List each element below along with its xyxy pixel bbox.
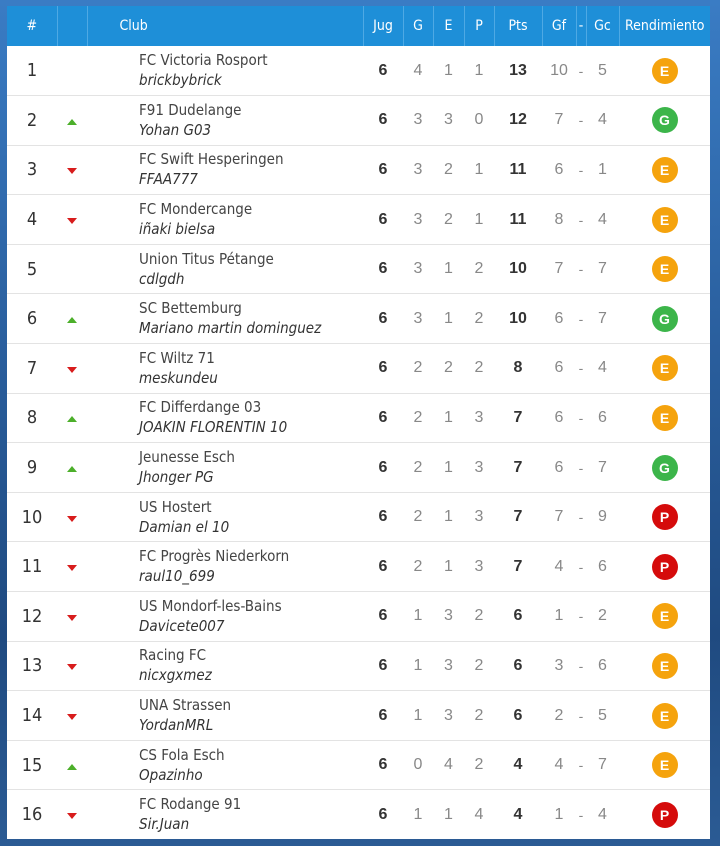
performance-cell [619, 344, 710, 394]
table-header [7, 6, 710, 46]
table-row[interactable] [7, 492, 710, 542]
losses-count: 2 [474, 756, 484, 774]
draws-count: 3 [444, 607, 453, 625]
performance-badge: E [652, 703, 678, 729]
goals-for: 3 [554, 656, 564, 674]
table-body [7, 46, 710, 839]
club-name[interactable]: Union Titus Pétange [139, 249, 274, 268]
trend-cell [57, 542, 87, 592]
losses-count: 3 [474, 508, 484, 526]
trend-cell [57, 96, 87, 146]
trend-up-icon [67, 317, 77, 323]
club-cell[interactable] [87, 691, 363, 741]
losses-count: 1 [474, 210, 484, 228]
played-count: 6 [378, 706, 388, 724]
goals-for: 7 [554, 508, 564, 526]
points: 11 [509, 160, 527, 178]
trend-cell [57, 344, 87, 394]
wins-count: 3 [413, 160, 423, 178]
trend-cell [57, 244, 87, 294]
wins-count: 4 [413, 61, 423, 79]
goals-against: 6 [598, 656, 607, 674]
goals-for: 8 [554, 210, 564, 228]
club-cell[interactable] [87, 344, 363, 394]
manager-name[interactable]: iñaki bielsa [139, 220, 216, 239]
trend-up-icon [67, 466, 77, 472]
performance-cell [619, 195, 710, 245]
position: 6 [26, 308, 38, 330]
goals-separator: - [578, 657, 584, 674]
goals-separator: - [578, 62, 584, 79]
manager-name[interactable]: Davicete007 [139, 616, 225, 635]
club-cell[interactable] [87, 195, 363, 245]
position: 11 [21, 556, 43, 578]
performance-badge: E [652, 256, 678, 282]
trend-cell [57, 393, 87, 443]
table-row[interactable] [7, 790, 710, 839]
goals-separator: - [578, 161, 584, 178]
header-gf[interactable]: Gf [542, 6, 576, 46]
performance-cell [619, 96, 710, 146]
standings-panel [7, 6, 710, 839]
losses-count: 1 [474, 61, 484, 79]
goals-against: 2 [598, 607, 607, 625]
club-cell[interactable] [87, 592, 363, 642]
goals-separator: - [578, 509, 584, 526]
header-g[interactable]: G [403, 6, 433, 46]
position: 3 [26, 159, 38, 181]
goals-against: 4 [598, 805, 607, 823]
performance-cell [619, 542, 710, 592]
position: 15 [21, 754, 43, 776]
club-cell[interactable] [87, 492, 363, 542]
points: 6 [513, 706, 523, 724]
wins-count: 3 [413, 210, 423, 228]
points: 12 [509, 111, 527, 129]
losses-count: 2 [474, 706, 484, 724]
performance-cell [619, 443, 710, 493]
performance-cell [619, 740, 710, 790]
draws-count: 1 [444, 458, 453, 476]
club-name[interactable]: Jeunesse Esch [139, 448, 235, 467]
losses-count: 0 [474, 111, 484, 129]
performance-badge: E [652, 752, 678, 778]
wins-count: 1 [413, 656, 423, 674]
goals-against: 9 [598, 508, 607, 526]
goals-against: 4 [598, 210, 607, 228]
draws-count: 1 [444, 61, 453, 79]
trend-cell [57, 145, 87, 195]
trend-cell [57, 46, 87, 96]
performance-badge: E [652, 207, 678, 233]
draws-count: 1 [444, 408, 453, 426]
points: 6 [513, 656, 523, 674]
club-cell[interactable] [87, 294, 363, 344]
wins-count: 3 [413, 111, 423, 129]
trend-down-icon [67, 218, 77, 224]
points: 7 [513, 458, 523, 476]
table-row[interactable] [7, 740, 710, 790]
goals-separator: - [578, 261, 584, 278]
wins-count: 3 [413, 260, 423, 278]
position: 4 [26, 209, 38, 231]
losses-count: 2 [474, 309, 484, 327]
performance-badge: G [652, 306, 678, 332]
losses-count: 2 [474, 260, 484, 278]
position: 10 [21, 506, 43, 528]
trend-cell [57, 294, 87, 344]
goals-for: 6 [554, 408, 564, 426]
table-row[interactable] [7, 542, 710, 592]
trend-up-icon [67, 119, 77, 125]
draws-count: 4 [444, 756, 453, 774]
goals-against: 5 [598, 706, 607, 724]
trend-up-icon [67, 764, 77, 770]
performance-badge: P [652, 504, 678, 530]
club-name[interactable]: FC Swift Hesperingen [139, 150, 284, 169]
points: 8 [513, 359, 523, 377]
position: 14 [21, 705, 43, 727]
club-name[interactable]: FC Victoria Rosport [139, 51, 268, 70]
goals-separator: - [578, 558, 584, 575]
played-count: 6 [378, 607, 388, 625]
goals-separator: - [578, 310, 584, 327]
trend-cell [57, 790, 87, 839]
position: 12 [21, 605, 43, 627]
trend-down-icon [67, 367, 77, 373]
header-p[interactable]: P [464, 6, 494, 46]
header-jug[interactable]: Jug [363, 6, 403, 46]
manager-name[interactable]: raul10_699 [139, 567, 215, 586]
manager-name[interactable]: Damian el 10 [139, 517, 230, 536]
performance-badge: E [652, 58, 678, 84]
manager-name[interactable]: Sir.Juan [139, 815, 190, 834]
position: 2 [26, 109, 38, 131]
trend-cell [57, 443, 87, 493]
goals-separator: - [578, 459, 584, 476]
points: 10 [509, 309, 527, 327]
wins-count: 3 [413, 309, 423, 327]
goals-for: 10 [550, 61, 568, 79]
goals-for: 7 [554, 111, 564, 129]
draws-count: 3 [444, 706, 453, 724]
manager-name[interactable]: Yohan G03 [139, 120, 212, 139]
losses-count: 2 [474, 607, 484, 625]
trend-cell [57, 740, 87, 790]
goals-against: 6 [598, 557, 607, 575]
performance-cell [619, 244, 710, 294]
header-pts[interactable]: Pts [494, 6, 542, 46]
points: 7 [513, 508, 523, 526]
club-cell[interactable] [87, 740, 363, 790]
draws-count: 2 [444, 210, 453, 228]
draws-count: 2 [444, 359, 453, 377]
club-name[interactable]: UNA Strassen [139, 696, 232, 715]
manager-name[interactable]: YordanMRL [139, 716, 214, 735]
goals-separator: - [578, 707, 584, 724]
club-name[interactable]: Racing FC [139, 646, 207, 665]
trend-up-icon [67, 416, 77, 422]
manager-name[interactable]: cdlgdh [139, 269, 185, 288]
header-club[interactable]: Club [87, 6, 363, 46]
club-name[interactable]: US Mondorf-les-Bains [139, 596, 282, 615]
played-count: 6 [378, 160, 388, 178]
position: 16 [21, 804, 43, 826]
trend-down-icon [67, 565, 77, 571]
table-row[interactable] [7, 641, 710, 691]
performance-cell [619, 46, 710, 96]
performance-badge: G [652, 455, 678, 481]
club-name[interactable]: F91 Dudelange [139, 100, 242, 119]
table-row[interactable] [7, 46, 710, 96]
club-cell[interactable] [87, 393, 363, 443]
goals-against: 4 [598, 359, 607, 377]
losses-count: 3 [474, 458, 484, 476]
played-count: 6 [378, 309, 388, 327]
header-dash: - [576, 6, 586, 46]
points: 7 [513, 557, 523, 575]
manager-name[interactable]: FFAA777 [139, 170, 198, 189]
position: 7 [26, 357, 38, 379]
table-row[interactable] [7, 592, 710, 642]
performance-cell [619, 641, 710, 691]
played-count: 6 [378, 111, 388, 129]
points: 13 [509, 61, 527, 79]
losses-count: 4 [474, 805, 484, 823]
club-cell[interactable] [87, 244, 363, 294]
trend-cell [57, 492, 87, 542]
goals-separator: - [578, 757, 584, 774]
draws-count: 1 [444, 309, 453, 327]
wins-count: 1 [413, 607, 423, 625]
table-row[interactable] [7, 691, 710, 741]
header-e[interactable]: E [433, 6, 464, 46]
manager-name[interactable]: Mariano martin dominguez [139, 319, 322, 338]
goals-separator: - [578, 112, 584, 129]
trend-down-icon [67, 714, 77, 720]
trend-down-icon [67, 615, 77, 621]
table-row[interactable] [7, 244, 710, 294]
table-row[interactable] [7, 195, 710, 245]
wins-count: 2 [413, 359, 423, 377]
played-count: 6 [378, 260, 388, 278]
points: 7 [513, 408, 523, 426]
trend-cell [57, 195, 87, 245]
goals-separator: - [578, 806, 584, 823]
goals-for: 4 [554, 557, 564, 575]
goals-against: 7 [598, 458, 607, 476]
draws-count: 1 [444, 508, 453, 526]
position: 1 [26, 60, 38, 82]
goals-separator: - [578, 608, 584, 625]
header-trend [57, 6, 87, 46]
goals-for: 2 [554, 706, 564, 724]
draws-count: 1 [444, 805, 453, 823]
draws-count: 2 [444, 160, 453, 178]
performance-badge: P [652, 554, 678, 580]
goals-against: 6 [598, 408, 607, 426]
club-cell[interactable] [87, 641, 363, 691]
trend-down-icon [67, 516, 77, 522]
wins-count: 2 [413, 408, 423, 426]
standings-table [7, 6, 710, 839]
table-row[interactable] [7, 145, 710, 195]
header-gc[interactable]: Gc [586, 6, 619, 46]
performance-badge: E [652, 157, 678, 183]
position: 13 [21, 655, 43, 677]
played-count: 6 [378, 408, 388, 426]
played-count: 6 [378, 210, 388, 228]
manager-name[interactable]: JOAKIN FLORENTIN 10 [139, 418, 288, 437]
wins-count: 1 [413, 706, 423, 724]
losses-count: 2 [474, 359, 484, 377]
trend-down-icon [67, 664, 77, 670]
goals-separator: - [578, 360, 584, 377]
wins-count: 2 [413, 508, 423, 526]
goals-for: 6 [554, 458, 564, 476]
goals-against: 7 [598, 260, 607, 278]
played-count: 6 [378, 61, 388, 79]
position: 5 [26, 258, 38, 280]
trend-cell [57, 641, 87, 691]
goals-for: 1 [554, 607, 564, 625]
goals-against: 1 [598, 160, 607, 178]
performance-badge: E [652, 355, 678, 381]
performance-cell [619, 790, 710, 839]
performance-cell [619, 393, 710, 443]
goals-for: 7 [554, 260, 564, 278]
points: 11 [509, 210, 527, 228]
points: 4 [513, 805, 523, 823]
wins-count: 2 [413, 557, 423, 575]
goals-against: 7 [598, 309, 607, 327]
club-name[interactable]: FC Progrès Niederkorn [139, 547, 290, 566]
trend-down-icon [67, 813, 77, 819]
played-count: 6 [378, 656, 388, 674]
points: 10 [509, 260, 527, 278]
performance-badge: G [652, 107, 678, 133]
table-row[interactable] [7, 344, 710, 394]
manager-name[interactable]: meskundeu [139, 368, 218, 387]
losses-count: 3 [474, 557, 484, 575]
table-row[interactable] [7, 96, 710, 146]
manager-name[interactable]: Jhonger PG [139, 468, 214, 487]
played-count: 6 [378, 508, 388, 526]
header-pos[interactable]: # [7, 6, 57, 46]
performance-badge: E [652, 603, 678, 629]
club-name[interactable]: FC Wiltz 71 [139, 348, 215, 367]
played-count: 6 [378, 805, 388, 823]
trend-down-icon [67, 168, 77, 174]
performance-badge: E [652, 405, 678, 431]
goals-separator: - [578, 211, 584, 228]
goals-for: 6 [554, 160, 564, 178]
wins-count: 2 [413, 458, 423, 476]
played-count: 6 [378, 458, 388, 476]
club-name[interactable]: SC Bettemburg [139, 299, 242, 318]
points: 4 [513, 756, 523, 774]
trend-cell [57, 691, 87, 741]
performance-cell [619, 592, 710, 642]
goals-against: 5 [598, 61, 607, 79]
performance-cell [619, 145, 710, 195]
header-rendimiento[interactable]: Rendimiento [624, 18, 705, 34]
performance-cell [619, 294, 710, 344]
position: 9 [26, 457, 38, 479]
draws-count: 3 [444, 656, 453, 674]
draws-count: 1 [444, 557, 453, 575]
losses-count: 3 [474, 408, 484, 426]
manager-name[interactable]: Opazinho [139, 765, 203, 784]
club-name[interactable]: FC Mondercange [139, 200, 253, 219]
played-count: 6 [378, 756, 388, 774]
played-count: 6 [378, 557, 388, 575]
points: 6 [513, 607, 523, 625]
goals-for: 6 [554, 359, 564, 377]
wins-count: 0 [413, 756, 423, 774]
position: 8 [26, 407, 38, 429]
club-cell[interactable] [87, 145, 363, 195]
manager-name[interactable]: nicxgxmez [139, 666, 212, 685]
club-cell[interactable] [87, 790, 363, 839]
club-cell[interactable] [87, 443, 363, 493]
goals-for: 1 [554, 805, 564, 823]
club-name[interactable]: FC Rodange 91 [139, 795, 242, 814]
played-count: 6 [378, 359, 388, 377]
goals-for: 4 [554, 756, 564, 774]
performance-cell [619, 492, 710, 542]
draws-count: 1 [444, 260, 453, 278]
table-row[interactable] [7, 393, 710, 443]
wins-count: 1 [413, 805, 423, 823]
club-name[interactable]: US Hostert [139, 497, 212, 516]
club-cell[interactable] [87, 46, 363, 96]
table-row[interactable] [7, 294, 710, 344]
goals-for: 6 [554, 309, 564, 327]
goals-separator: - [578, 409, 584, 426]
performance-cell [619, 691, 710, 741]
club-cell[interactable] [87, 542, 363, 592]
draws-count: 3 [444, 111, 453, 129]
club-cell[interactable] [87, 96, 363, 146]
table-row[interactable] [7, 443, 710, 493]
goals-against: 4 [598, 111, 607, 129]
manager-name[interactable]: brickbybrick [139, 71, 222, 90]
club-name[interactable]: CS Fola Esch [139, 745, 225, 764]
goals-against: 7 [598, 756, 607, 774]
losses-count: 1 [474, 160, 484, 178]
trend-cell [57, 592, 87, 642]
performance-badge: P [652, 802, 678, 828]
losses-count: 2 [474, 656, 484, 674]
performance-badge: E [652, 653, 678, 679]
club-name[interactable]: FC Differdange 03 [139, 398, 262, 417]
